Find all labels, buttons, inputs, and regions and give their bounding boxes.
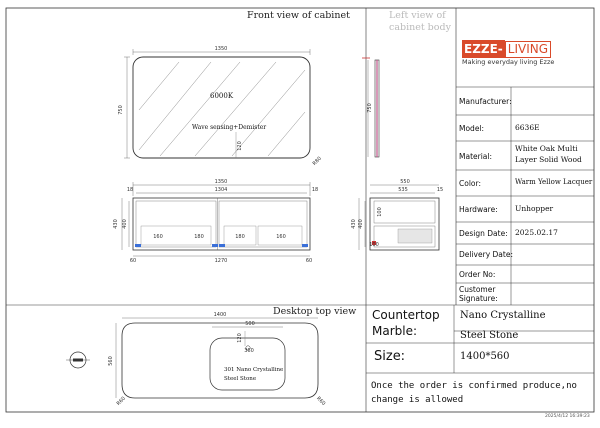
spec-label-customer-signature: Customer Signature:	[459, 285, 498, 303]
top-corner-right: R60	[315, 395, 327, 407]
drawer-dim-3: 180	[235, 234, 245, 240]
mirror-height-dim: 750	[118, 105, 124, 115]
mirror-feature-label: Wave sensing+Demister	[192, 124, 267, 131]
spec-value-design-date: 2025.02.17	[515, 228, 558, 237]
mirror-width-dim: 1350	[214, 46, 228, 52]
mirror-drawing	[124, 49, 310, 158]
cabinet-front-drawing	[122, 182, 310, 256]
side-height-inner: 400	[358, 219, 364, 229]
drawer-dim-1: 160	[153, 234, 163, 240]
spec-value-model: 6636E	[515, 123, 540, 132]
size-value: 1400*560	[460, 351, 510, 362]
spec-label-design-date: Design Date:	[459, 229, 508, 238]
order-note: Once the order is confirmed produce,no change is allowed	[371, 381, 577, 405]
cabinet-inner-width: 1304	[214, 187, 228, 193]
cabinet-base-left: 60	[129, 258, 137, 264]
timestamp: 2025/4/12 16:39:23	[545, 414, 590, 419]
side-edge: 15	[436, 187, 444, 193]
countertop-value-line2: Steel Stone	[460, 330, 519, 341]
cabinet-height-outer: 430	[113, 219, 119, 229]
countertop-value-line1: Nano Crystalline	[460, 310, 546, 321]
basin-width-dim: 120	[237, 333, 243, 343]
spec-label-model: Model:	[459, 124, 485, 133]
spec-value-color: Warm Yellow Lacquer	[515, 178, 593, 186]
spec-label-manufacturer: Manufacturer:	[459, 97, 512, 106]
brand-logo-left: EZZE-	[464, 42, 503, 56]
top-width-dim: 1400	[213, 312, 227, 318]
left-view-title-line1: Left view of	[389, 10, 446, 21]
cabinet-base-right: 60	[305, 258, 313, 264]
side-small-dim: 100	[377, 207, 383, 217]
side-bottom-dim: 100	[369, 242, 379, 248]
basin-label-line2: Steel Stone	[224, 376, 257, 382]
cabinet-overall-width: 1350	[214, 179, 228, 185]
top-inner-width-dim: 500	[245, 321, 255, 327]
drawer-dim-2: 180	[194, 234, 204, 240]
basin-label-line1: 301 Nano Crystalline	[224, 367, 284, 373]
cabinet-side-drawing	[359, 185, 439, 250]
size-label: Size:	[374, 349, 406, 364]
front-view-title: Front view of cabinet	[247, 10, 350, 21]
basin-depth-dim: 360	[244, 348, 254, 354]
mirror-side-dim: 750	[367, 103, 373, 113]
spec-label-color: Color:	[459, 179, 481, 188]
cabinet-height-inner: 400	[122, 219, 128, 229]
drawer-dim-4: 160	[276, 234, 286, 240]
spec-label-hardware: Hardware:	[459, 205, 498, 214]
top-view-drawing	[66, 318, 318, 398]
top-corner-left: R60	[115, 395, 127, 407]
countertop-label: Countertop Marble:	[372, 308, 440, 338]
cabinet-left-edge: 18	[126, 187, 134, 193]
mirror-corner-dim: R80	[311, 155, 323, 167]
mirror-small-dim: 120	[237, 141, 243, 151]
spec-value-material: White Oak Multi Layer Solid Wood	[515, 144, 582, 164]
spec-label-order-no: Order No:	[459, 270, 496, 279]
left-view-title-line2: cabinet body	[389, 22, 451, 33]
side-depth-outer: 550	[400, 179, 410, 185]
top-depth-dim: 560	[108, 356, 114, 366]
side-depth-inner: 535	[398, 187, 408, 193]
brand-tagline: Making everyday living Ezze	[462, 58, 555, 66]
side-height-outer: 430	[351, 219, 357, 229]
cabinet-right-edge: 18	[311, 187, 319, 193]
brand-logo-right: LIVING	[505, 41, 551, 58]
spec-label-delivery-date: Delivery Date:	[459, 250, 513, 259]
cabinet-base-mid: 1270	[214, 258, 228, 264]
spec-value-hardware: Unhopper	[515, 204, 554, 213]
brand-logo	[462, 38, 590, 56]
mirror-light-label: 6000K	[210, 92, 234, 100]
spec-label-material: Material:	[459, 152, 492, 161]
top-view-title: Desktop top view	[273, 306, 357, 317]
